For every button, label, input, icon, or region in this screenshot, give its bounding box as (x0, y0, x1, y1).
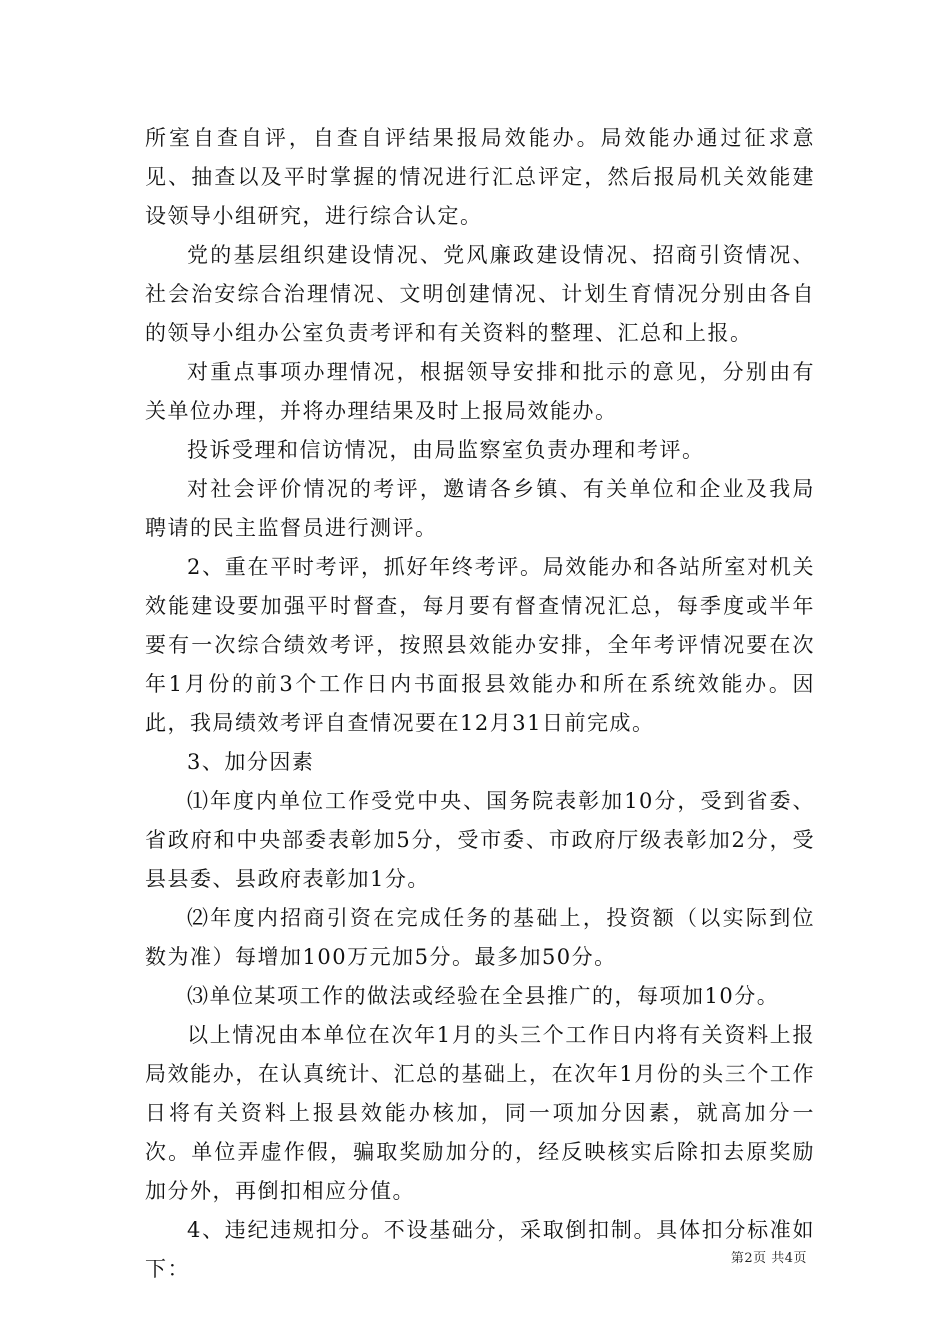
paragraph-9: ⑵年度内招商引资在完成任务的基础上，投资额（以实际到位数为准）每增加100万元加5分。最多加50分。 (145, 906, 815, 969)
paragraph-4: 投诉受理和信访情况，由局监察室负责办理和考评。 (187, 438, 705, 462)
paragraph-3: 对重点事项办理情况，根据领导安排和批示的意见，分别由有关单位办理，并将办理结果及时上报局效能办。 (145, 360, 815, 423)
paragraph-8: ⑴年度内单位工作受党中央、国务院表彰加10分，受到省委、省政府和中央部委表彰加5分，受市委、市政府厅级表彰加2分，受县县委、县政府表彰加1分。 (145, 789, 815, 891)
paragraph-10: ⑶单位某项工作的做法或经验在全县推广的，每项加10分。 (187, 984, 780, 1008)
paragraph-5: 对社会评价情况的考评，邀请各乡镇、有关单位和企业及我局聘请的民主监督员进行测评。 (145, 477, 815, 540)
page-number-footer: 第2页 共4页 (730, 1251, 807, 1266)
paragraph-7: 3、加分因素 (187, 750, 315, 774)
paragraph-1: 所室自查自评，自查自评结果报局效能办。局效能办通过征求意见、抽查以及平时掌握的情况进行汇总评定，然后报局机关效能建设领导小组研究，进行综合认定。 (145, 126, 815, 228)
paragraph-6: 2、重在平时考评，抓好年终考评。局效能办和各站所室对机关效能建设要加强平时督查，每月要有督查情况汇总，每季度或半年要有一次综合绩效考评，按照县效能办安排，全年考评情况要在次年1月份的前3个工作日内书面报县效能办和所在系统效能办。因此，我局绩效考评自查情况要在12月31日前完成。 (145, 555, 815, 735)
paragraph-11: 以上情况由本单位在次年1月的头三个工作日内将有关资料上报局效能办，在认真统计、汇总的基础上，在次年1月份的头三个工作日将有关资料上报县效能办核加，同一项加分因素，就高加分一次。单位弄虚作假，骗取奖励加分的，经反映核实后除扣去原奖励加分外，再倒扣相应分值。 (145, 1023, 815, 1203)
document-body (145, 119, 815, 1289)
paragraph-12: 4、违纪违规扣分。不设基础分，采取倒扣制。具体扣分标准如下： (145, 1218, 815, 1281)
paragraph-2: 党的基层组织建设情况、党风廉政建设情况、招商引资情况、社会治安综合治理情况、文明创建情况、计划生育情况分别由各自的领导小组办公室负责考评和有关资料的整理、汇总和上报。 (145, 243, 815, 345)
